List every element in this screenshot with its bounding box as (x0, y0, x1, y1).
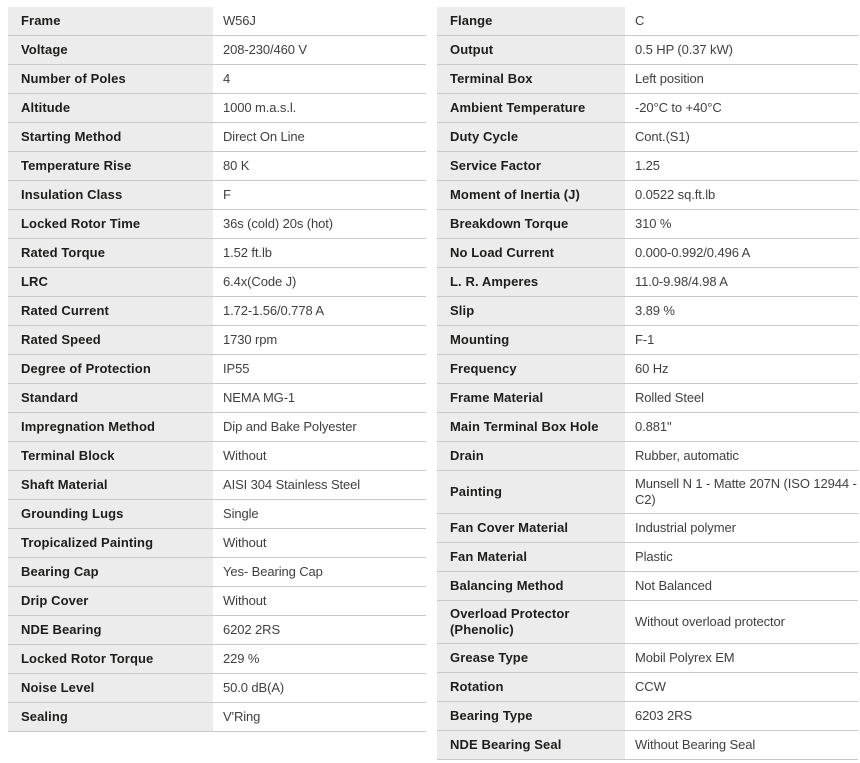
spec-value: Without Bearing Seal (625, 731, 858, 760)
spec-label: Shaft Material (8, 471, 213, 500)
spec-value: Rubber, automatic (625, 442, 858, 471)
spec-row (8, 297, 426, 326)
spec-row (437, 239, 858, 268)
spec-value: Plastic (625, 543, 858, 572)
spec-value: Left position (625, 65, 858, 94)
spec-label: Duty Cycle (437, 123, 625, 152)
spec-row (8, 7, 426, 36)
spec-value: 1.25 (625, 152, 858, 181)
spec-label: Sealing (8, 703, 213, 732)
spec-value: 1.52 ft.lb (213, 239, 426, 268)
spec-label: Locked Rotor Torque (8, 645, 213, 674)
spec-value: 4 (213, 65, 426, 94)
spec-value: 1.72-1.56/0.778 A (213, 297, 426, 326)
spec-row (8, 529, 426, 558)
spec-label: Starting Method (8, 123, 213, 152)
spec-label: Mounting (437, 326, 625, 355)
spec-value: Cont.(S1) (625, 123, 858, 152)
spec-value: Direct On Line (213, 123, 426, 152)
spec-value: Single (213, 500, 426, 529)
spec-value: 0.000-0.992/0.496 A (625, 239, 858, 268)
spec-value: NEMA MG-1 (213, 384, 426, 413)
spec-value: Rolled Steel (625, 384, 858, 413)
spec-label: NDE Bearing (8, 616, 213, 645)
spec-label: Service Factor (437, 152, 625, 181)
spec-row (8, 123, 426, 152)
spec-row (8, 384, 426, 413)
spec-value: 0.5 HP (0.37 kW) (625, 36, 858, 65)
spec-label: Locked Rotor Time (8, 210, 213, 239)
spec-row (437, 731, 858, 760)
spec-value: Not Balanced (625, 572, 858, 601)
spec-row (437, 355, 858, 384)
spec-row (437, 384, 858, 413)
spec-value: Without (213, 442, 426, 471)
spec-label: Standard (8, 384, 213, 413)
spec-label: No Load Current (437, 239, 625, 268)
spec-value: 3.89 % (625, 297, 858, 326)
spec-value: 6202 2RS (213, 616, 426, 645)
spec-label: Insulation Class (8, 181, 213, 210)
spec-value: 6.4x(Code J) (213, 268, 426, 297)
spec-label: Tropicalized Painting (8, 529, 213, 558)
spec-row (437, 36, 858, 65)
spec-row (8, 355, 426, 384)
spec-row (437, 210, 858, 239)
spec-value: 6203 2RS (625, 702, 858, 731)
spec-label: Fan Material (437, 543, 625, 572)
spec-row (8, 94, 426, 123)
spec-label: Frame (8, 7, 213, 36)
spec-row (437, 152, 858, 181)
spec-label: Balancing Method (437, 572, 625, 601)
spec-row (437, 7, 858, 36)
spec-value: 208-230/460 V (213, 36, 426, 65)
spec-value: Mobil Polyrex EM (625, 644, 858, 673)
spec-value: W56J (213, 7, 426, 36)
spec-label: NDE Bearing Seal (437, 731, 625, 760)
spec-label: Painting (437, 471, 625, 514)
spec-value: Without overload protector (625, 601, 858, 644)
spec-row (437, 297, 858, 326)
spec-row (8, 36, 426, 65)
spec-value: 50.0 dB(A) (213, 674, 426, 703)
spec-value: IP55 (213, 355, 426, 384)
spec-value: Without (213, 529, 426, 558)
spec-row (8, 152, 426, 181)
spec-label: Altitude (8, 94, 213, 123)
spec-row (437, 572, 858, 601)
spec-row (437, 601, 858, 644)
spec-row (437, 413, 858, 442)
spec-label: Frame Material (437, 384, 625, 413)
spec-label: Number of Poles (8, 65, 213, 94)
spec-row (437, 326, 858, 355)
spec-value: Yes- Bearing Cap (213, 558, 426, 587)
spec-row (437, 123, 858, 152)
spec-label: Frequency (437, 355, 625, 384)
spec-value: 0.881" (625, 413, 858, 442)
spec-value: C (625, 7, 858, 36)
spec-label: Terminal Box (437, 65, 625, 94)
spec-label: Slip (437, 297, 625, 326)
spec-label: Rated Speed (8, 326, 213, 355)
spec-label: Bearing Type (437, 702, 625, 731)
spec-label: Grounding Lugs (8, 500, 213, 529)
spec-row (437, 514, 858, 543)
spec-value: 11.0-9.98/4.98 A (625, 268, 858, 297)
spec-row (437, 268, 858, 297)
spec-value: 36s (cold) 20s (hot) (213, 210, 426, 239)
spec-label: Bearing Cap (8, 558, 213, 587)
spec-label: Overload Protector (Phenolic) (437, 601, 625, 644)
spec-label: Ambient Temperature (437, 94, 625, 123)
spec-label: Rotation (437, 673, 625, 702)
spec-row (437, 94, 858, 123)
spec-row (8, 674, 426, 703)
spec-value: 0.0522 sq.ft.lb (625, 181, 858, 210)
spec-label: LRC (8, 268, 213, 297)
spec-label: Drip Cover (8, 587, 213, 616)
spec-value: F (213, 181, 426, 210)
spec-label: Noise Level (8, 674, 213, 703)
spec-label: Drain (437, 442, 625, 471)
spec-value: 60 Hz (625, 355, 858, 384)
spec-value: Without (213, 587, 426, 616)
spec-table-right (437, 7, 858, 760)
spec-value: AISI 304 Stainless Steel (213, 471, 426, 500)
spec-row (8, 210, 426, 239)
spec-row (8, 268, 426, 297)
spec-value: 1730 rpm (213, 326, 426, 355)
spec-label: Temperature Rise (8, 152, 213, 181)
spec-value: 310 % (625, 210, 858, 239)
spec-value: 80 K (213, 152, 426, 181)
spec-label: Degree of Protection (8, 355, 213, 384)
spec-value: CCW (625, 673, 858, 702)
spec-row (437, 181, 858, 210)
spec-row (437, 673, 858, 702)
spec-row (8, 239, 426, 268)
spec-value: Munsell N 1 - Matte 207N (ISO 12944 - C2) (625, 471, 858, 514)
spec-value: 1000 m.a.s.l. (213, 94, 426, 123)
spec-label: Flange (437, 7, 625, 36)
spec-row (8, 471, 426, 500)
spec-label: Terminal Block (8, 442, 213, 471)
spec-row (8, 413, 426, 442)
spec-row (8, 703, 426, 732)
spec-value: -20°C to +40°C (625, 94, 858, 123)
spec-label: Output (437, 36, 625, 65)
spec-row (8, 645, 426, 674)
spec-label: Rated Torque (8, 239, 213, 268)
spec-row (437, 644, 858, 673)
spec-value: 229 % (213, 645, 426, 674)
spec-value: V'Ring (213, 703, 426, 732)
spec-label: Grease Type (437, 644, 625, 673)
spec-value: Dip and Bake Polyester (213, 413, 426, 442)
spec-label: Breakdown Torque (437, 210, 625, 239)
spec-row (8, 500, 426, 529)
spec-label: L. R. Amperes (437, 268, 625, 297)
spec-value: Industrial polymer (625, 514, 858, 543)
spec-row (8, 326, 426, 355)
spec-value: F-1 (625, 326, 858, 355)
spec-row (437, 65, 858, 94)
spec-label: Voltage (8, 36, 213, 65)
spec-row (437, 543, 858, 572)
spec-label: Moment of Inertia (J) (437, 181, 625, 210)
spec-label: Rated Current (8, 297, 213, 326)
spec-row (8, 181, 426, 210)
spec-row (8, 587, 426, 616)
spec-row (8, 65, 426, 94)
spec-row (437, 702, 858, 731)
spec-row (437, 442, 858, 471)
spec-row (8, 442, 426, 471)
spec-row (8, 558, 426, 587)
spec-label: Impregnation Method (8, 413, 213, 442)
spec-table-left (8, 7, 426, 732)
spec-row (437, 471, 858, 514)
spec-label: Main Terminal Box Hole (437, 413, 625, 442)
spec-label: Fan Cover Material (437, 514, 625, 543)
spec-row (8, 616, 426, 645)
